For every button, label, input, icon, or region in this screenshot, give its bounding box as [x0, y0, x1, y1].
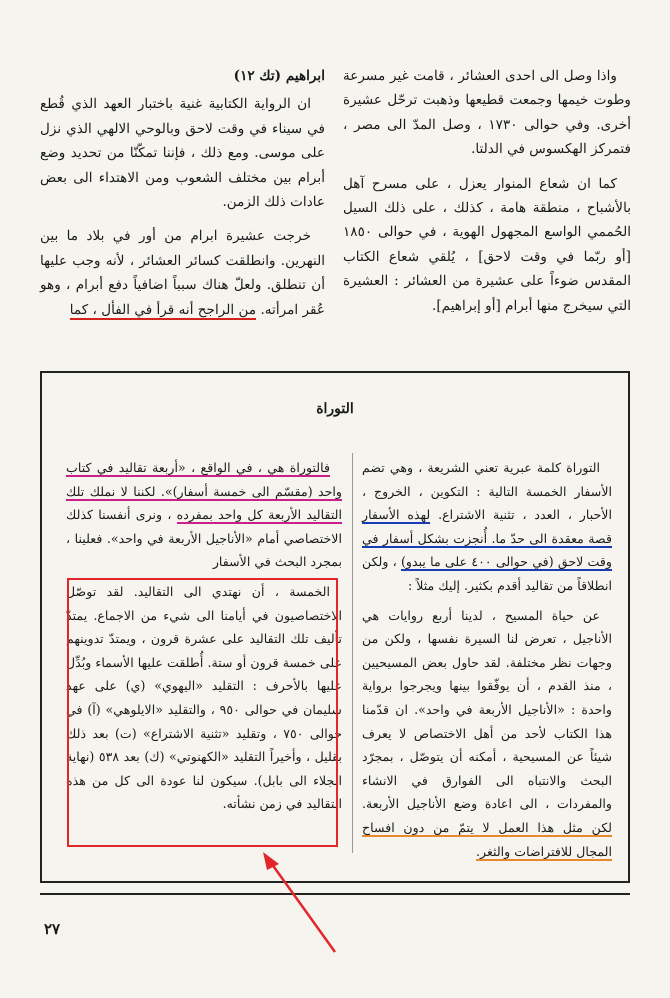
paragraph: [40, 224, 325, 322]
section-heading: ابراهيم (تك ١٢): [233, 68, 325, 84]
paragraph-text: ، ونرى أنفسنا كذلك الاختصاصي أمام «الأناجيل الأربعة في واحد». فعلينا ، بمجرد البحث في الأسفار: [66, 507, 342, 570]
framed-paragraph: الخمسة ، أن نهتدي الى التقاليد. لقد توصّل الاختصاصيون في أيامنا الى شيء من الاجماع. يمتدّ تأليف تلك التقاليد على عشرة قرون ، ويمتدّ تدوينهم على خمسة قرون أو ستة. أُطلقت عليها الأسماء وبُدِّل عليها بالأحرف : التقليد «اليهوي» (ي) على عهد سليمان في حوالى ٩٥٠ ، والتقليد «الايلوهي» (آ) في حوالى ٧٥٠ ، وتقليد «تثنية الاشتراع» (ت) بعد ذلك بقليل ، وأخيراً التقليد «الكهنوتي» (ك) بعد ٥٣٨ (نهاية الجلاء الى بابل). سيكون لنا عودة الى كل من هذه التقاليد في زمن نشأته.: [66, 583, 342, 812]
blue-underlined-text: لهذه الأسفار قصة معقدة الى حدّ ما. أُنجزت بشكل أسفار في وقت لاحق (في حوالى ٤٠٠ على ما يبدو): [362, 507, 612, 570]
paragraph-text: التوراة كلمة عبرية تعني الشريعة ، وهي تضم الأسفار الخمسة التالية : التكوين ، الخروج ، الأحبار ، العدد ، تثنية الاشتراع.: [362, 460, 612, 523]
paragraph: واذا وصل الى احدى العشائر ، قامت غير مسرعة وطوت خيمها وجمعت قطيعها وذهبت ترحّل عشيرة أخرى. وفي حوالى ١٧٣٠ ، وصل المدّ الى مصر ، فتمركز الهكسوس في الدلتا.: [343, 68, 631, 158]
paragraph: [362, 456, 612, 598]
torah-sidebar-box: [40, 371, 630, 883]
box-title: التوراة: [316, 401, 354, 417]
left-text-column: [40, 64, 325, 332]
red-arrow-icon: [255, 850, 345, 960]
page-number: ٢٧: [44, 920, 61, 938]
paragraph: [362, 604, 612, 864]
orange-underlined-text: لكن مثل هذا العمل لا يتمّ من دون افساح المجال للافتراضات والثغر.: [362, 819, 612, 859]
column-divider: [352, 453, 353, 853]
paragraph-text: خرجت عشيرة ابرام من أور في بلاد ما بين النهرين. وانطلقت كسائر العشائر ، لأنه وجب عليها أن تنطلق. ولعلّ هناك سبباً اضافياً دفع أبرام ، وهو عُقر امرأته.: [40, 228, 325, 318]
paragraph: [66, 456, 342, 574]
box-left-column: [66, 456, 342, 822]
right-text-column: [343, 64, 631, 328]
box-right-column: [362, 456, 612, 869]
paragraph-text: ، ولكن انطلاقاً من تقاليد أقدم بكثير. إليك مثلاً :: [362, 554, 612, 593]
magenta-underlined-text: فالتوراة هي ، في الواقع ، «أربعة تقاليد في كتاب واحد (مقسّم الى خمسة أسفار)». لكننا لا نملك تلك التقاليد الأربعة كل واحد بمفرده: [66, 460, 342, 523]
paragraph: كما ان شعاع المنوار يعزل ، على مسرح آهل بالأشباح ، منطقة هامة ، كذلك ، على ذلك السيل الحُممي الواسع المجهول الهوية ، في حوالى ١٨٥٠ [أو ربّما في وقت لاحق] ، يُلقي شعاع الكتاب المقدس ضوءاً على عشيرة من العشائر : العشيرة التي سيخرج منها أبرام [أو إبراهيم].: [343, 175, 631, 314]
red-underlined-text: من الراجح أنه قرأ في الفأل ، كما: [69, 301, 257, 318]
paragraph: ان الرواية الكتابية غنية باختبار العهد الذي قُطع في سيناء في وقت لاحق وبالوحي الالهي الذي نزل على موسى. ومع ذلك ، فإننا تمكّنّا من تحديد وضع أبرام بين مختلف الشعوب ومن الاهتداء الى بعض عادات ذلك الزمن.: [40, 96, 325, 211]
paragraph-text: عن حياة المسيح ، لدينا أربع روايات هي الأناجيل ، تعرض لنا السيرة نفسها ، ولكن من وجهات نظر مختلفة. لقد حاول بعض المسيحيين ، منذ القدم ، أن يوفّقوا بينها ويجرجوا برواية واحدة : «الأناجيل الأربعة في واحد». ان قدّمنا هذا الكتاب لأحد من أهل الاختصاص لا يعرف شيئاً عن المسيحية ، أمكنه أن يتوصّل ، بمجرّد البحث والانتباه الى الفوارق في الانشاء والمفردات ، الى اعادة وضع الأناجيل الأربعة.: [362, 607, 612, 812]
